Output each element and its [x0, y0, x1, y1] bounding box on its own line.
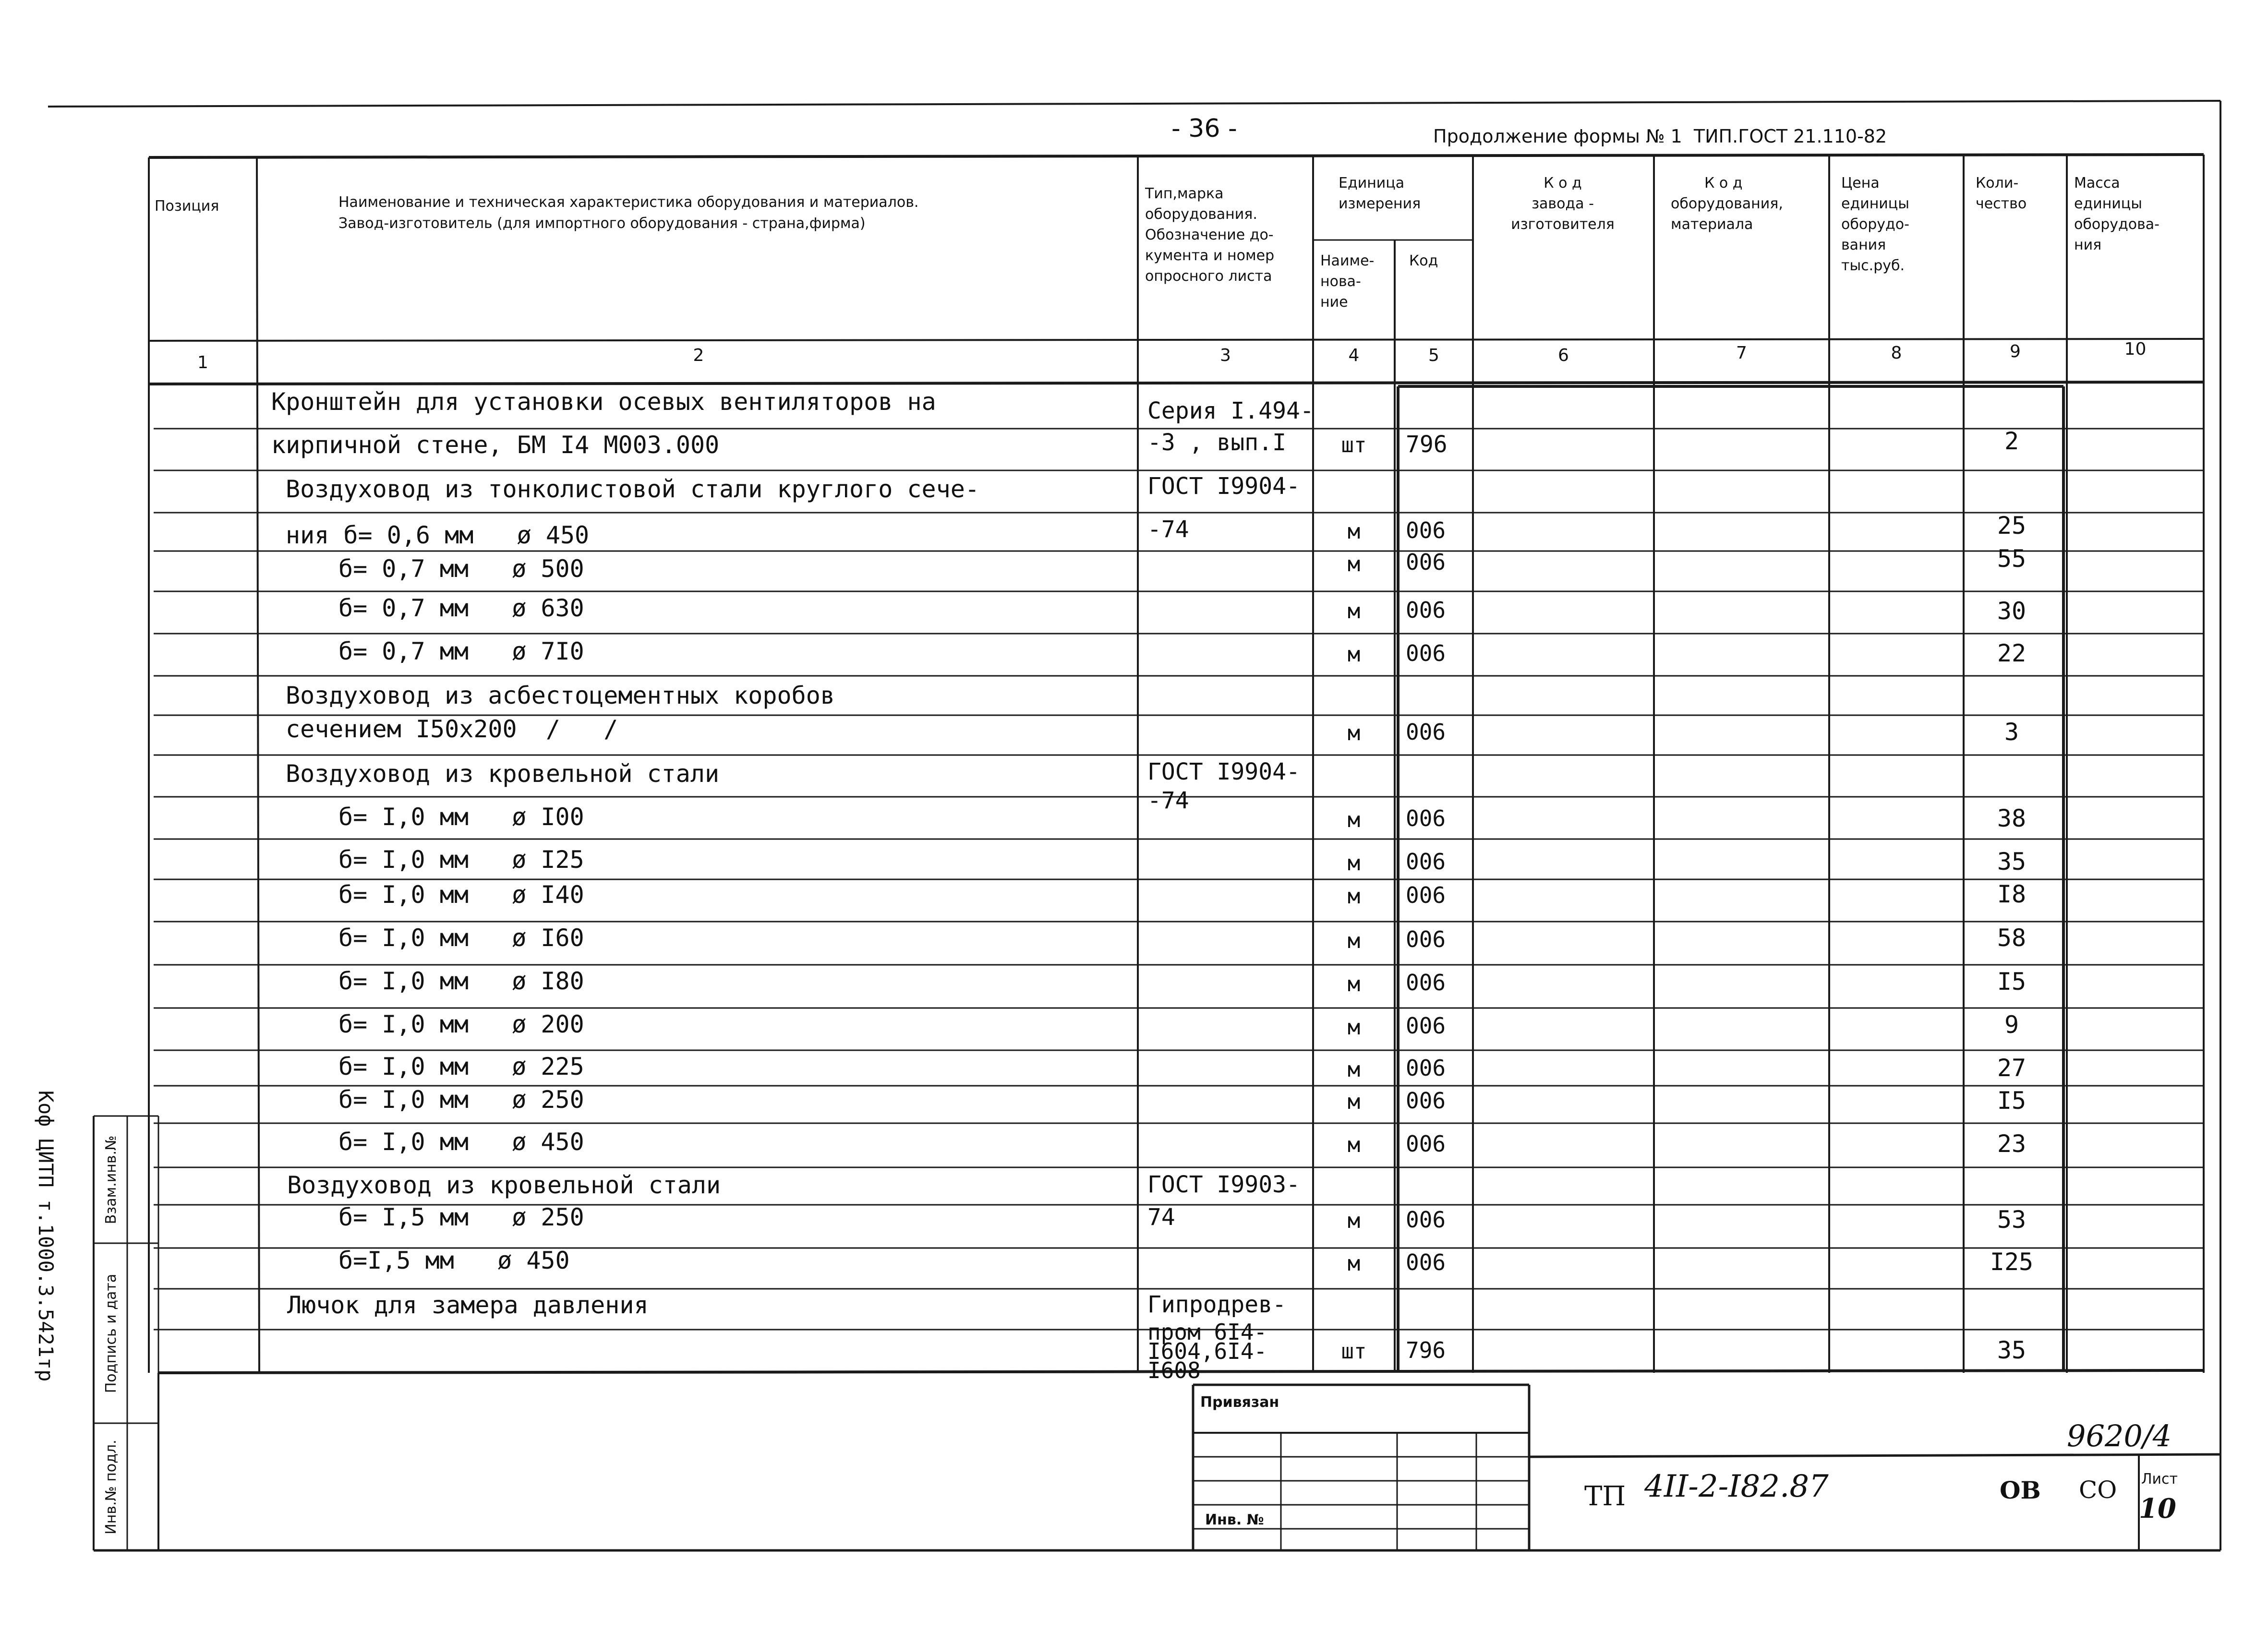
row-name: б=I,5 мм ø 450: [338, 1247, 570, 1274]
row-type: -74: [1147, 787, 1189, 814]
header-material-code: К о д оборудования, материала: [1671, 175, 1783, 233]
side-vzam-label: Взам.инв.№: [103, 1135, 120, 1224]
col-number-5: 5: [1428, 346, 1439, 365]
row-type: пром 6I4-I604,6I4-I608: [1147, 1319, 1267, 1383]
row-unit: м: [1347, 1209, 1361, 1233]
side-stamp-text: Коф ЦИТП т.1000.3.5421тр: [34, 1090, 58, 1382]
row-name: Воздуховод из асбестоцементных коробов: [286, 682, 835, 709]
row-code: 006: [1406, 1207, 1446, 1233]
row-unit: м: [1347, 808, 1361, 832]
archive-number: 9620/4: [2067, 1418, 2172, 1453]
inv-label: Инв. №: [1205, 1512, 1264, 1528]
row-code: 006: [1406, 926, 1446, 952]
row-unit: м: [1347, 884, 1361, 909]
row-name: б= I,0 мм ø I00: [338, 803, 584, 831]
header-position: Позиция: [155, 198, 219, 215]
row-unit: шт: [1341, 1339, 1367, 1364]
row-qty: I5: [1997, 1087, 2027, 1115]
row-name: Кронштейн для установки осевых вентиляторов на: [271, 388, 936, 416]
list-label: Лист: [2141, 1471, 2178, 1488]
side-podpis-label: Подпись и дата: [103, 1273, 120, 1393]
row-name: б= I,0 мм ø 225: [338, 1053, 584, 1080]
row-qty: 2: [2004, 427, 2019, 455]
row-type: 74: [1147, 1204, 1175, 1231]
row-unit: м: [1347, 721, 1361, 745]
col-number-10: 10: [2124, 339, 2147, 359]
row-qty: 9: [2004, 1011, 2019, 1039]
row-name: Воздуховод из кровельной стали: [286, 760, 720, 788]
row-name: б= I,0 мм ø I25: [338, 846, 584, 874]
col-number-8: 8: [1891, 343, 1902, 363]
row-qty: 55: [1997, 545, 2027, 573]
row-type: Серия I.494-: [1147, 397, 1314, 424]
co-label: СО: [2079, 1476, 2117, 1504]
row-qty: I25: [1990, 1248, 2034, 1276]
header-mass: Масса единицы оборудова- ния: [2074, 175, 2159, 253]
row-unit: м: [1347, 851, 1361, 876]
row-unit: м: [1347, 519, 1361, 544]
row-code: 006: [1406, 549, 1446, 575]
row-name: б= 0,7 мм ø 500: [338, 555, 584, 583]
row-type: ГОСТ I9904-: [1147, 758, 1300, 785]
row-code: 006: [1406, 597, 1446, 623]
row-name: сечением I50x200 / /: [286, 715, 618, 743]
row-unit: м: [1347, 642, 1361, 667]
form-continuation: Продолжение формы № 1 ТИП.ГОСТ 21.110-82: [1433, 126, 1887, 147]
row-qty: 23: [1997, 1130, 2027, 1158]
tp-label: ТП: [1584, 1481, 1626, 1512]
row-code: 006: [1406, 849, 1446, 875]
header-name-line2: Завод-изготовитель (для импортного оборудования - страна,фирма): [338, 215, 866, 232]
row-type: -74: [1147, 516, 1189, 543]
header-unit-code: Код: [1409, 252, 1438, 269]
row-code: 006: [1406, 1055, 1446, 1081]
row-name: б= I,5 мм ø 250: [338, 1203, 584, 1231]
ov-label: ОВ: [2000, 1476, 2041, 1504]
col-number-3: 3: [1220, 346, 1231, 365]
row-code: 006: [1406, 970, 1446, 996]
row-unit: м: [1347, 552, 1361, 576]
row-type: Гипродрев-: [1147, 1291, 1286, 1318]
row-code: 006: [1406, 805, 1446, 831]
row-name: б= I,0 мм ø 450: [338, 1128, 584, 1156]
row-code: 796: [1406, 1337, 1446, 1363]
row-name: ния б= 0,6 мм ø 450: [286, 521, 590, 549]
page-number: - 36 -: [1171, 114, 1237, 143]
row-code: 006: [1406, 1013, 1446, 1039]
col-number-2: 2: [693, 346, 704, 365]
row-name: Воздуховод из кровельной стали: [287, 1171, 721, 1199]
row-unit: м: [1347, 1251, 1361, 1276]
row-name: б= I,0 мм ø I80: [338, 967, 584, 995]
row-qty: 38: [1997, 804, 2027, 832]
row-name: б= 0,7 мм ø 630: [338, 594, 584, 622]
header-price: Цена единицы оборудо- вания тыс.руб.: [1841, 175, 1909, 274]
row-qty: 27: [1997, 1054, 2027, 1082]
row-qty: 22: [1997, 639, 2027, 667]
row-type: -3 , вып.I: [1147, 429, 1286, 456]
row-unit: м: [1347, 972, 1361, 996]
row-code: 796: [1406, 431, 1448, 458]
header-unit-name: Наиме- нова- ние: [1320, 252, 1375, 311]
row-unit: шт: [1341, 433, 1367, 457]
row-name: Лючок для замера давления: [287, 1291, 649, 1319]
row-qty: 30: [1997, 597, 2027, 625]
header-type: Тип,марка оборудования. Обозначение до- кумента и номер опросного листа: [1145, 185, 1275, 285]
row-code: 006: [1406, 517, 1446, 543]
row-code: 006: [1406, 882, 1446, 908]
list-number: 10: [2139, 1493, 2176, 1524]
row-unit: м: [1347, 1090, 1361, 1114]
row-unit: м: [1347, 1015, 1361, 1040]
row-name: б= 0,7 мм ø 7I0: [338, 637, 584, 665]
row-code: 006: [1406, 1088, 1446, 1114]
header-qty: Коли- чество: [1976, 175, 2027, 212]
row-unit: м: [1347, 1057, 1361, 1082]
privyazan-label: Привязан: [1200, 1394, 1279, 1411]
row-qty: 35: [1997, 848, 2027, 876]
header-unit: Единица измерения: [1339, 175, 1421, 212]
header-name-line1: Наименование и техническая характеристика оборудования и материалов.: [338, 194, 919, 211]
header-maker-code: К о д завода - изготовителя: [1511, 175, 1615, 233]
row-qty: 58: [1997, 924, 2027, 952]
row-unit: м: [1347, 929, 1361, 953]
row-name: Воздуховод из тонколистовой стали круглого сече-: [286, 475, 979, 503]
row-code: 006: [1406, 640, 1446, 666]
row-qty: I8: [1997, 880, 2027, 908]
col-number-6: 6: [1558, 346, 1569, 365]
col-number-7: 7: [1736, 343, 1747, 363]
col-number-1: 1: [197, 353, 208, 372]
row-type: ГОСТ I9903-: [1147, 1171, 1300, 1198]
doc-number: 4II-2-I82.87: [1644, 1469, 1829, 1504]
col-number-9: 9: [2010, 342, 2021, 361]
row-code: 006: [1406, 1131, 1446, 1157]
row-code: 006: [1406, 1249, 1446, 1275]
row-qty: I5: [1997, 968, 2027, 996]
row-code: 006: [1406, 719, 1446, 745]
row-name: б= I,0 мм ø I60: [338, 924, 584, 952]
side-inv-label: Инв.№ подл.: [103, 1440, 120, 1535]
row-name: б= I,0 мм ø 250: [338, 1086, 584, 1114]
row-unit: м: [1347, 1133, 1361, 1157]
row-name: б= I,0 мм ø I40: [338, 881, 584, 909]
row-qty: 53: [1997, 1206, 2027, 1234]
row-qty: 3: [2004, 718, 2019, 746]
row-unit: м: [1347, 599, 1361, 624]
row-name: б= I,0 мм ø 200: [338, 1010, 584, 1038]
col-number-4: 4: [1348, 346, 1360, 365]
row-type: ГОСТ I9904-: [1147, 473, 1300, 500]
row-name: кирпичной стене, БМ I4 М003.000: [271, 431, 720, 459]
row-qty: 25: [1997, 512, 2027, 540]
row-qty: 35: [1997, 1336, 2027, 1364]
